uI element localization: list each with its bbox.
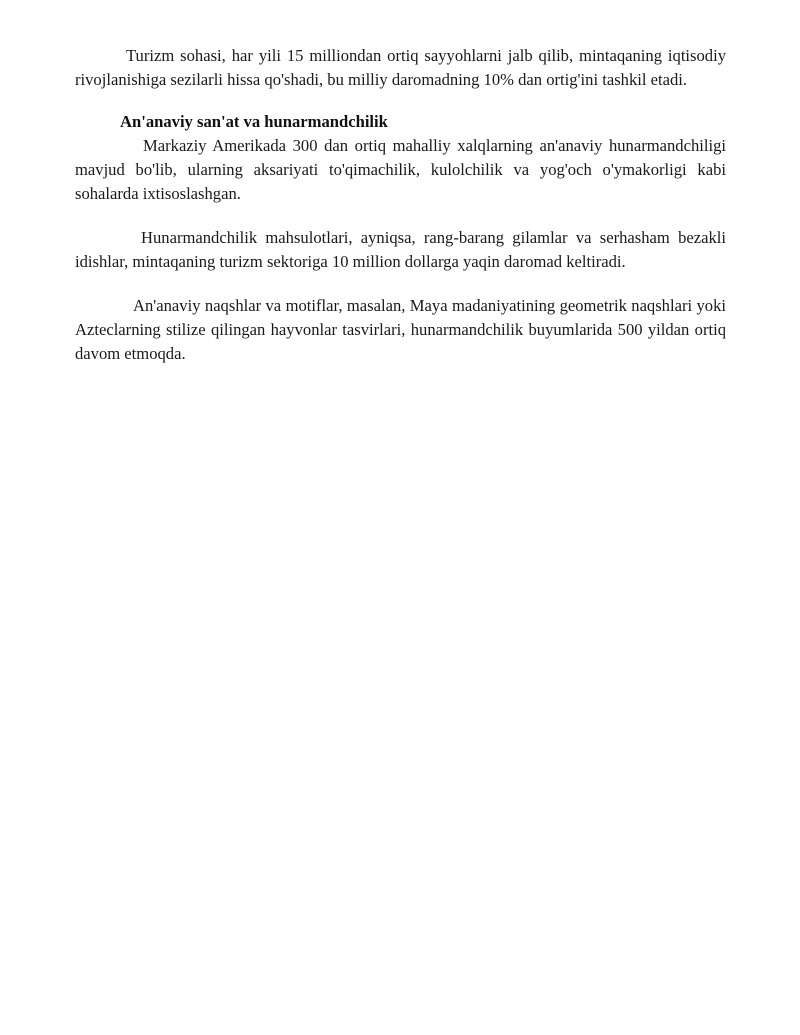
paragraph-tourism: Turizm sohasi, har yili 15 milliondan ortiq sayyohlarni jalb qilib, mintaqaning iqtisodiy rivojlanishiga sezilarli hissa qo'shadi, bu milliy daromadning 10% dan ortig'ini tashkil etadi. xyxy=(75,46,726,89)
paragraph-crafts-overview: Markaziy Amerikada 300 dan ortiq mahalliy xalqlarning an'anaviy hunarmandchiligi mavjud bo'lib, ularning aksariyati to'qimachilik, kulolchilik va yog'och o'ymakorligi kabi sohalarda ixtisoslashgan. xyxy=(75,136,726,203)
document-page xyxy=(75,44,726,366)
section-heading: An'anaviy san'at va hunarmandchilik xyxy=(120,112,388,131)
paragraph-crafts-products: Hunarmandchilik mahsulotlari, ayniqsa, rang-barang gilamlar va serhasham bezakli idishlar, mintaqaning turizm sektoriga 10 million dollarga yaqin daromad keltiradi. xyxy=(75,228,726,271)
paragraph-traditional-patterns: An'anaviy naqshlar va motiflar, masalan, Maya madaniyatining geometrik naqshlari yoki Azteclarning stilize qilingan hayvonlar tasvirlari, hunarmandchilik buyumlarida 500 yildan ortiq davom etmoqda. xyxy=(75,296,726,363)
